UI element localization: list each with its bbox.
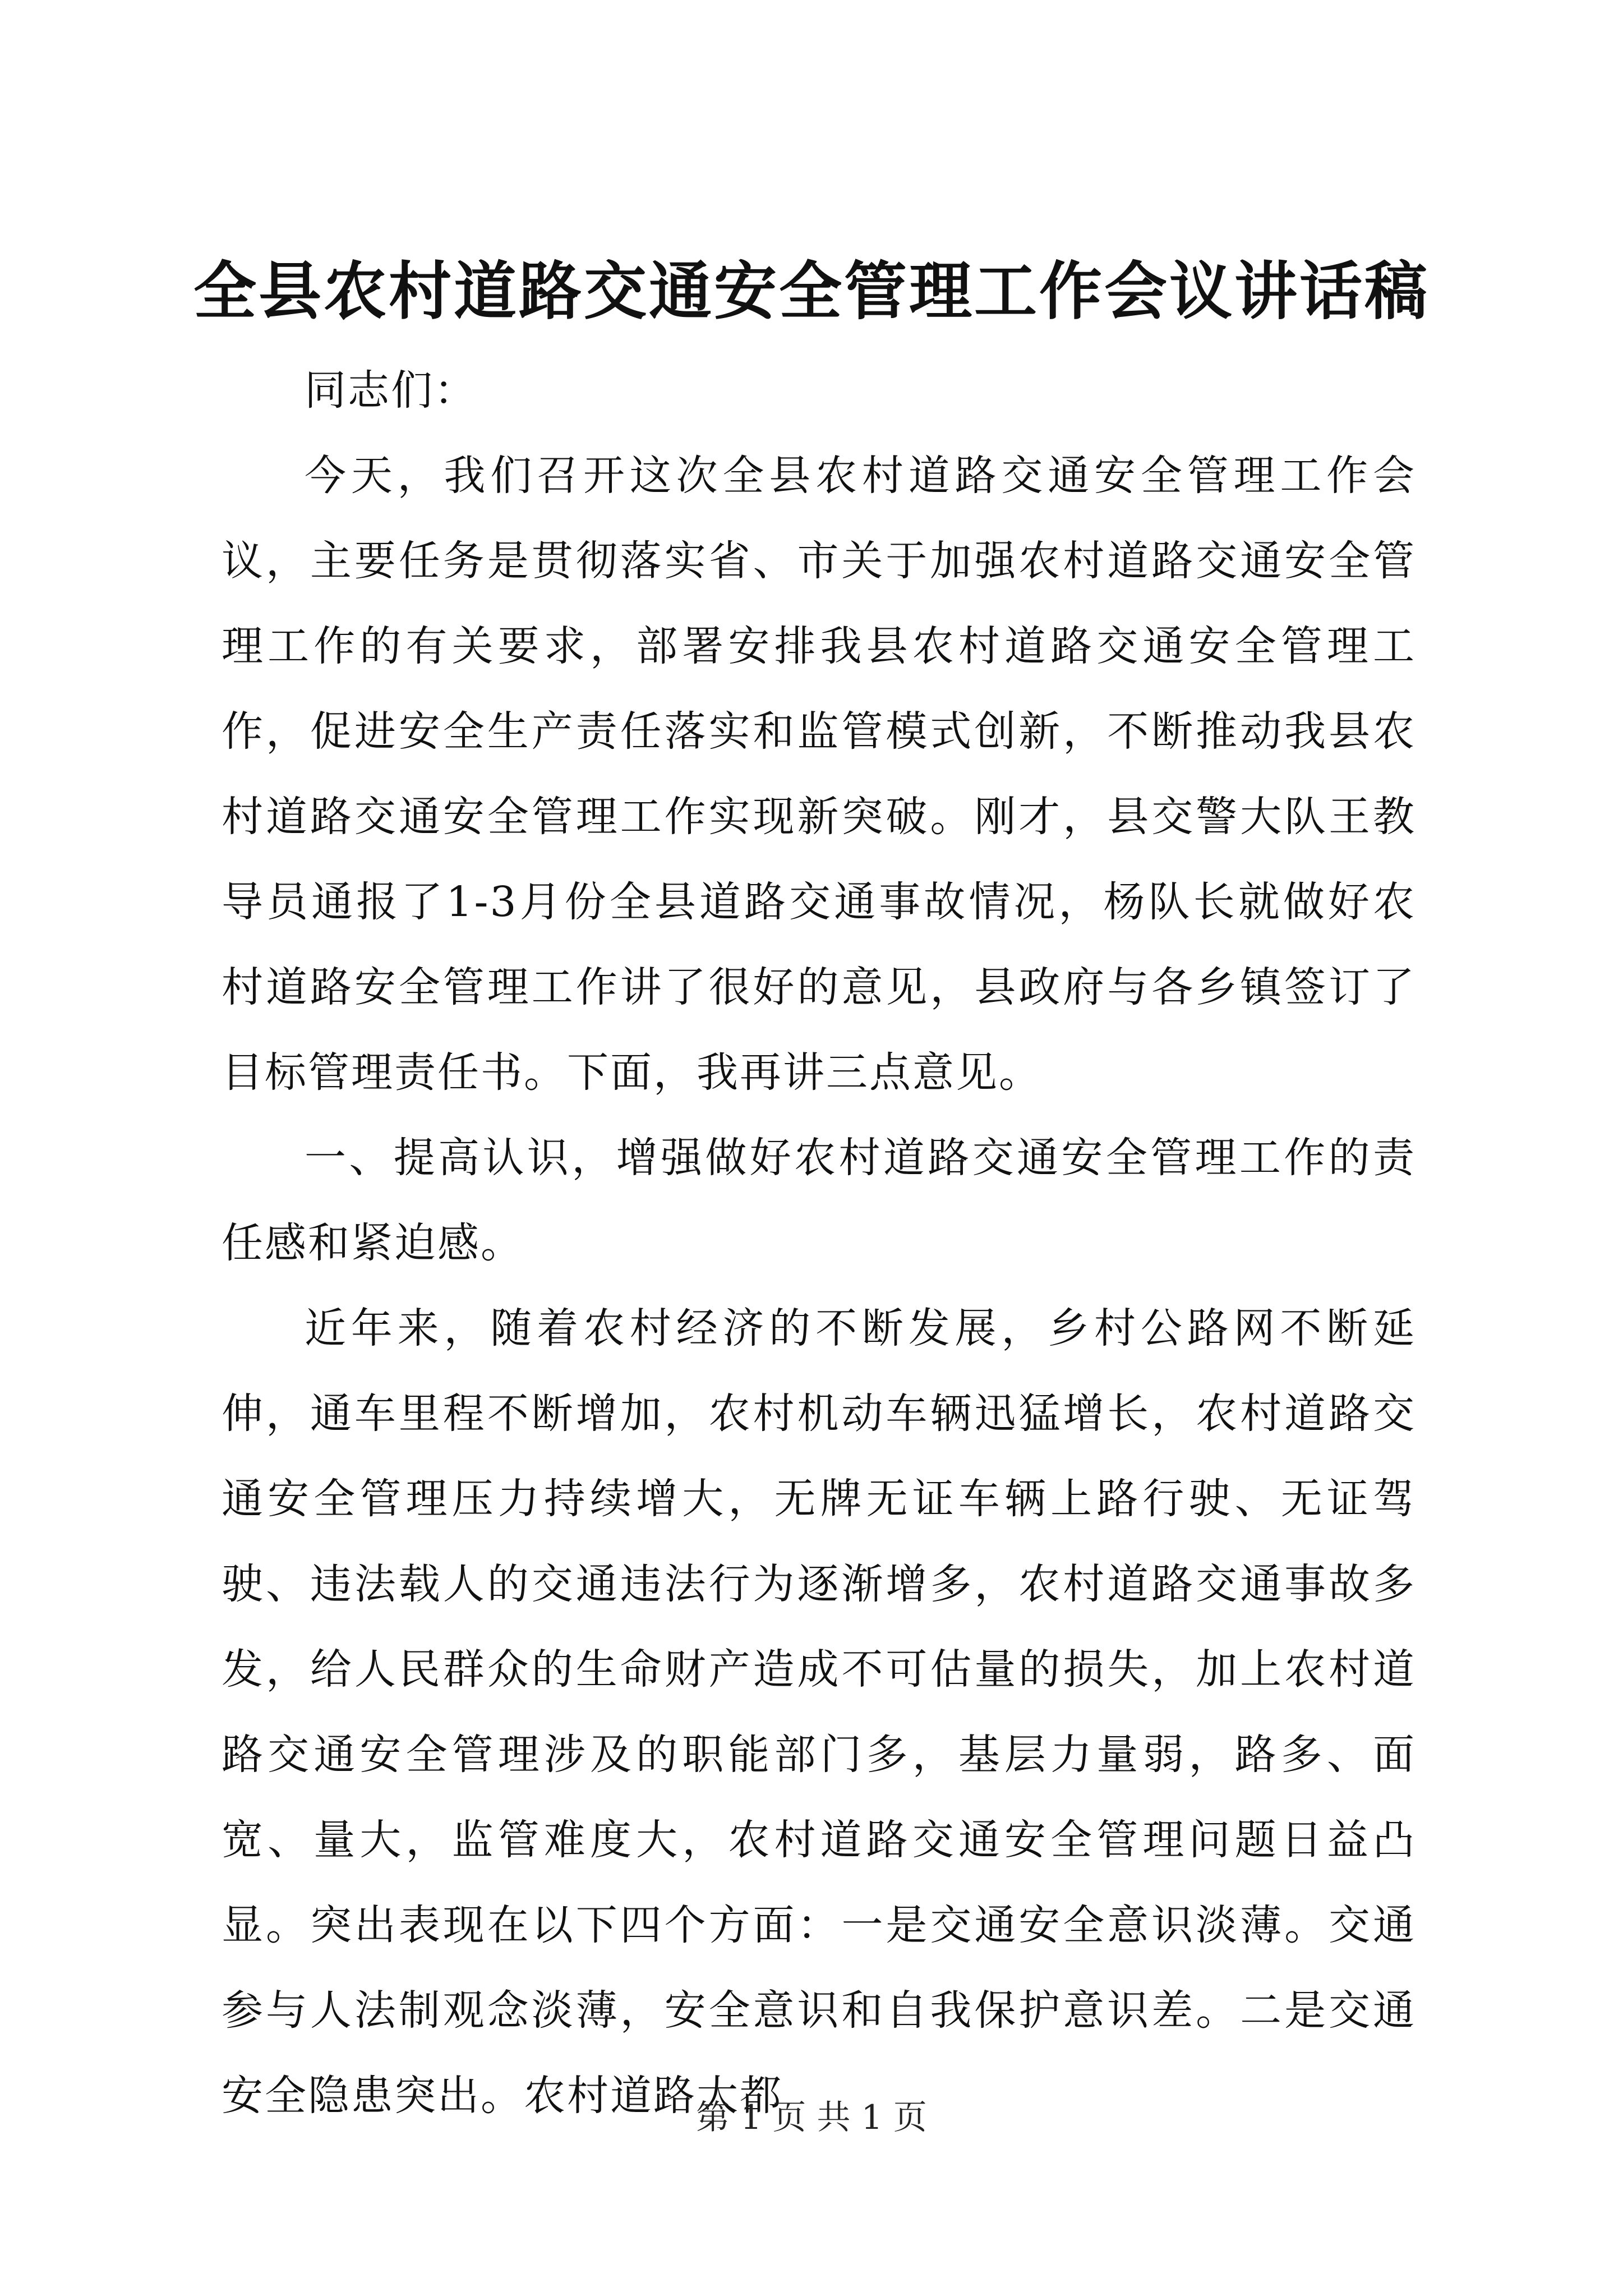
paragraph-intro: 今天，我们召开这次全县农村道路交通安全管理工作会议，主要任务是贯彻落实省、市关于加强农村道路交通安全管理工作的有关要求，部署安排我县农村道路交通安全管理工作，促进安全生产责任落实和监管模式创新，不断推动我县农村道路交通安全管理工作实现新突破。刚才，县交警大队王教导员通报了1-3月份全县道路交通事故情况，杨队长就做好农村道路安全管理工作讲了很好的意见，县政府与各乡镇签订了目标管理责任书。下面，我再讲三点意见。 bbox=[222, 452, 1416, 1097]
salutation: 同志们： bbox=[305, 366, 477, 415]
page-footer: 第 1 页 共 1 页 bbox=[696, 2098, 927, 2137]
section-heading-1: 一、提高认识，增强做好农村道路交通安全管理工作的责任感和紧迫感。 bbox=[222, 1134, 1416, 1267]
document-title: 全县农村道路交通安全管理工作会议讲话稿 bbox=[193, 255, 1430, 328]
paragraph-background: 近年来，随着农村经济的不断发展，乡村公路网不断延伸，通车里程不断增加，农村机动车辆迅猛增长，农村道路交通安全管理压力持续增大，无牌无证车辆上路行驶、无证驾驶、违法载人的交通违法行为逐渐增多，农村道路交通事故多发，给人民群众的生命财产造成不可估量的损失，加上农村道路交通安全管理涉及的职能部门多，基层力量弱，路多、面宽、量大，监管难度大，农村道路交通安全管理问题日益凸显。突出表现在以下四个方面：一是交通安全意识淡薄。交通参与人法制观念淡薄，安全意识和自我保护意识差。二是交通安全隐患突出。农村道路大都 bbox=[222, 1304, 1416, 2120]
document-body bbox=[222, 348, 1416, 2138]
